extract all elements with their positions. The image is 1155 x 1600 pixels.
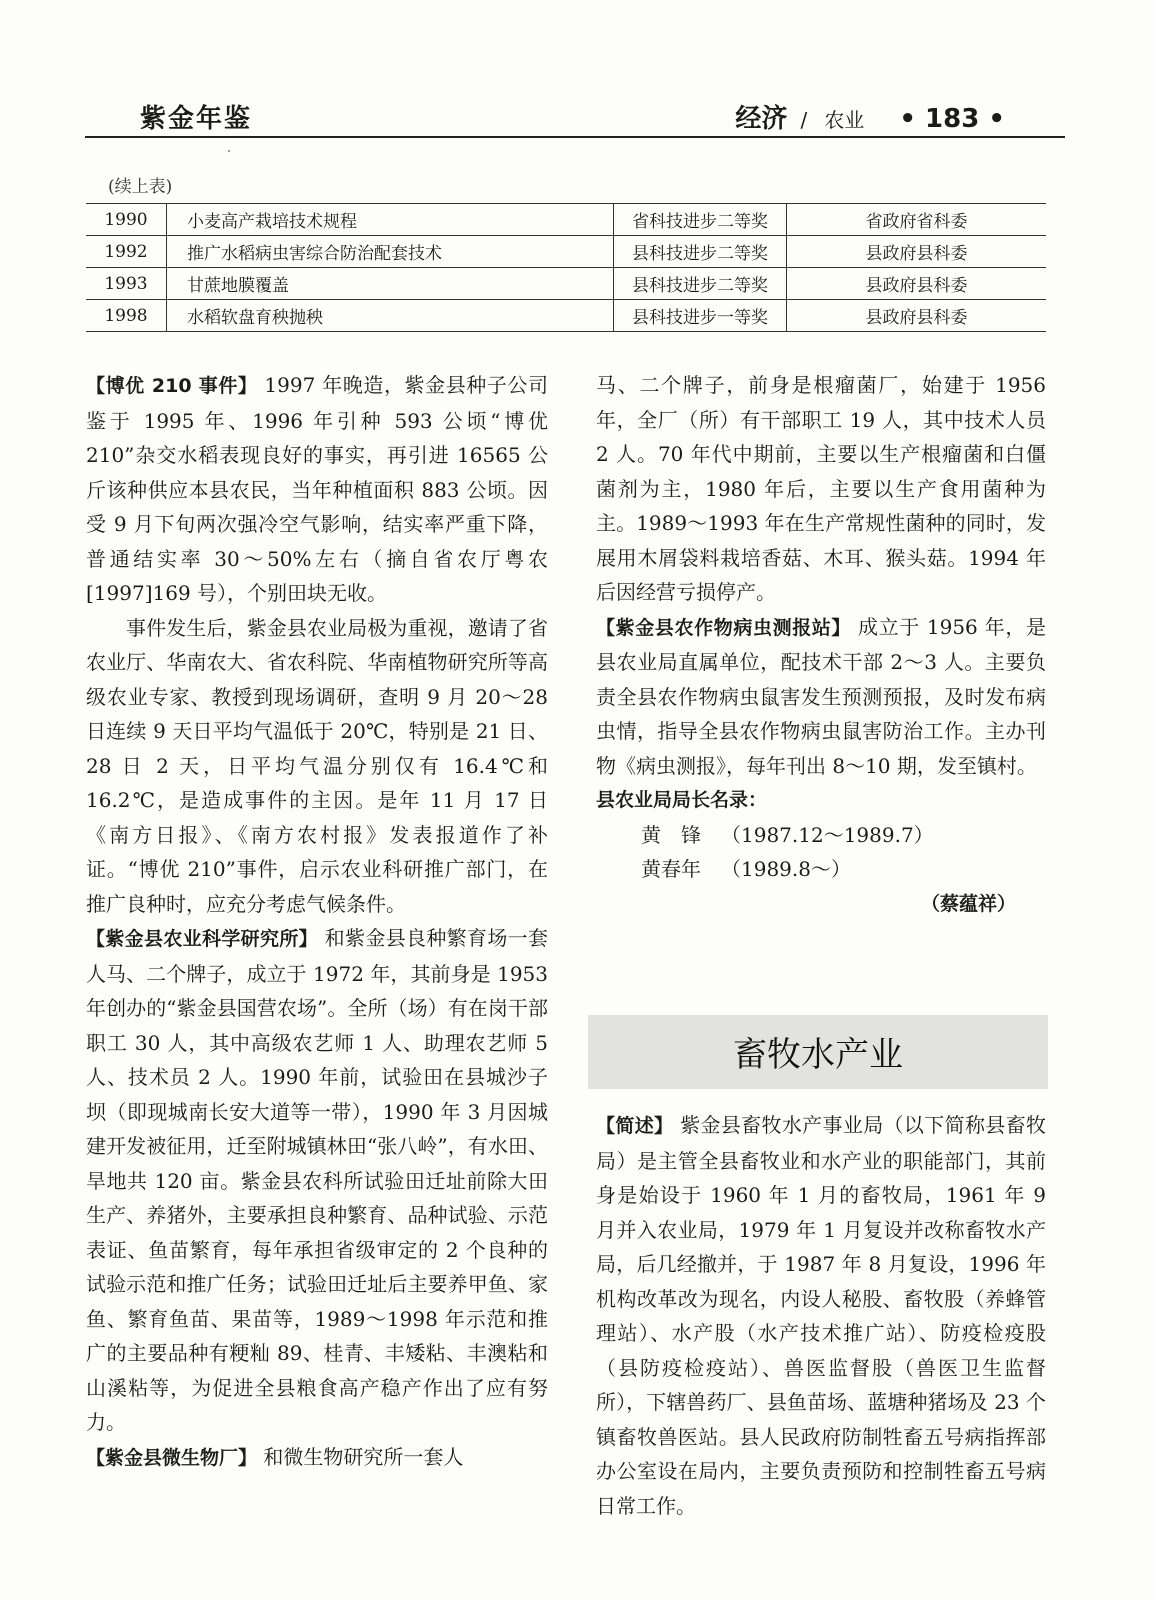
section-breadcrumb <box>735 98 1005 135</box>
yearbook-title: 紫金年鉴 <box>140 104 253 134</box>
entry-heading: 【紫金县农作物病虫测报站】 <box>596 616 852 639</box>
table-row <box>86 204 1046 236</box>
paragraph-overview <box>596 1108 1046 1523</box>
section-sub: 农业 <box>824 108 865 132</box>
entry-text: 成立于 1956 年，是县农业局直属单位，配技术干部 2～3 人。主要负责全县农作物病虫鼠害发生预测预报，及时发布病虫情，指导全县农作物病虫鼠害防治工作。主办刊物《病虫测报》，每年刊出 8～10 期，发至镇村。 <box>596 614 1046 778</box>
director-name: 黄 锋 <box>641 822 701 847</box>
table-cell-year: 1998 <box>86 300 167 332</box>
left-column <box>86 368 548 1475</box>
table-cell-year: 1993 <box>86 268 167 300</box>
paragraph-pest-station <box>596 610 1046 784</box>
paragraph-agri-institute <box>86 921 548 1440</box>
table-cell-org: 县政府县科委 <box>787 300 1047 332</box>
table-cell-year: 1992 <box>86 236 167 268</box>
table-row <box>86 268 1046 300</box>
section-title: 畜牧水产业 <box>733 1035 903 1075</box>
section-separator: / <box>800 108 808 132</box>
table-cell-org: 县政府县科委 <box>787 236 1047 268</box>
section-main: 经济 <box>735 104 788 134</box>
table-row <box>86 300 1046 332</box>
table-cell-org: 省政府省科委 <box>787 204 1047 236</box>
entry-text: 和微生物研究所一套人 <box>257 1444 464 1469</box>
director-entry <box>596 852 1046 887</box>
table-cell-award: 县科技进步二等奖 <box>614 268 787 300</box>
entry-text: 1997 年晚造，紫金县种子公司鉴于 1995 年、1996 年引种 593 公顷“博优 210”杂交水稻表现良好的事实，再引进 16565 公斤该种供应本县农民，当年种植面积 883 公顷。因受 9 月下旬两次强冷空气影响，结实率严重下降，普通结实率 30～50%左右（摘自省农厅粤农[1997]169 号），个别田块无收。 <box>86 373 548 605</box>
directors-title: 县农业局局长名录： <box>596 789 768 811</box>
director-entry <box>596 818 1046 853</box>
table-cell-project: 甘蔗地膜覆盖 <box>167 268 614 300</box>
table-continued-label: (续上表) <box>108 177 173 197</box>
table-cell-project: 推广水稻病虫害综合防治配套技术 <box>167 236 614 268</box>
director-name: 黄春年 <box>641 857 701 881</box>
entry-heading: 【简述】 <box>596 1115 674 1137</box>
entry-text: 和紫金县良种繁育场一套人马、二个牌子，成立于 1972 年，其前身是 1953 年创办的“紫金县国营农场”。全所（场）有在岗干部职工 30 人，其中高级农艺师 1 人、助理农艺师 5 人、技术员 2 人。1990 年前，试验田在县城沙子坝（即现城南长安大道等一带），1990 年 3 月因城建开发被征用，迁至附城镇林田“张八岭”，有水田、旱地共 120 亩。紫金县农科所试验田迁址前除大田生产、养猪外，主要承担良种繁育、品种试验、示范表证、鱼苗繁育，每年承担省级审定的 2 个良种的试验示范和推广任务；试验田迁址后主要养甲鱼、家鱼、繁育鱼苗、果苗等，1989～1998 年示范和推广的主要品种有粳籼 89、桂青、丰矮粘、丰澳粘和山溪粘等，为促进全县粮食高产稳产作出了应有努力。 <box>86 926 548 1434</box>
entry-heading: 【博优 210 事件】 <box>86 375 258 397</box>
author-credit: （蔡蕴祥） <box>920 892 1016 915</box>
table-cell-project: 小麦高产栽培技术规程 <box>167 204 614 236</box>
section-banner <box>588 1015 1048 1089</box>
right-column-top <box>596 368 1046 921</box>
table-cell-org: 县政府县科委 <box>787 268 1047 300</box>
page-header <box>85 96 1065 138</box>
entry-heading: 【紫金县农业科学研究所】 <box>86 928 318 950</box>
paragraph-boyou-event <box>86 368 548 611</box>
right-column-bottom <box>596 1108 1046 1523</box>
table-row <box>86 236 1046 268</box>
paragraph-event-analysis: 事件发生后，紫金县农业局极为重视，邀请了省农业厅、华南农大、省农科院、华南植物研究所等高级农业专家、教授到现场调研，查明 9 月 20～28 日连续 9 天日平均气温低于 20℃，特别是 21 日、28 日 2 天，日平均气温分别仅有 16.4℃和 16.2℃，是造成事件的主因。是年 11 月 17 日《南方日报》、《南方农村报》发表报道作了补证。“博优 210”事件，启示农业科研推广部门，在推广良种时，应充分考虑气候条件。 <box>86 615 548 916</box>
paragraph-microbe-factory-cont: 马、二个牌子，前身是根瘤菌厂，始建于 1956 年，全厂（所）有干部职工 19 人，其中技术人员 2 人。70 年代中期前，主要以生产根瘤菌和白僵菌剂为主，1980 年后，主要以生产食用菌种为主。1989～1993 年在生产常规性菌种的同时，发展用木屑袋料栽培香菇、木耳、猴头菇。1994 年后因经营亏损停产。 <box>596 373 1046 604</box>
table-cell-award: 县科技进步二等奖 <box>614 236 787 268</box>
entry-heading: 【紫金县微生物厂】 <box>86 1446 258 1469</box>
director-term: （1989.8～） <box>721 857 851 881</box>
table-cell-year: 1990 <box>86 204 167 236</box>
scan-speck <box>228 150 230 152</box>
director-term: （1987.12～1989.7） <box>721 822 934 847</box>
awards-table <box>86 203 1046 332</box>
table-cell-award: 县科技进步一等奖 <box>614 300 787 332</box>
page-number: • 183 • <box>899 104 1005 134</box>
paragraph-microbe-factory <box>86 1440 548 1476</box>
table-cell-award: 省科技进步二等奖 <box>614 204 787 236</box>
entry-text: 紫金县畜牧水产事业局（以下简称县畜牧局）是主管全县畜牧业和水产业的职能部门，其前身是始设于 1960 年 1 月的畜牧局，1961 年 9 月并入农业局，1979 年 1 月复设并改称畜牧水产局，后几经撤并，于 1987 年 8 月复设，1996 年机构改革改为现名，内设人秘股、畜牧股（养蜂管理站）、水产股（水产技术推广站）、防疫检疫股（县防疫检疫站）、兽医监督股（兽医卫生监督所），下辖兽药厂、县鱼苗场、蓝塘种猪场及 23 个镇畜牧兽医站。县人民政府防制牲畜五号病指挥部办公室设在局内，主要负责预防和控制牲畜五号病日常工作。 <box>596 1113 1046 1518</box>
table-cell-project: 水稻软盘育秧抛秧 <box>167 300 614 332</box>
